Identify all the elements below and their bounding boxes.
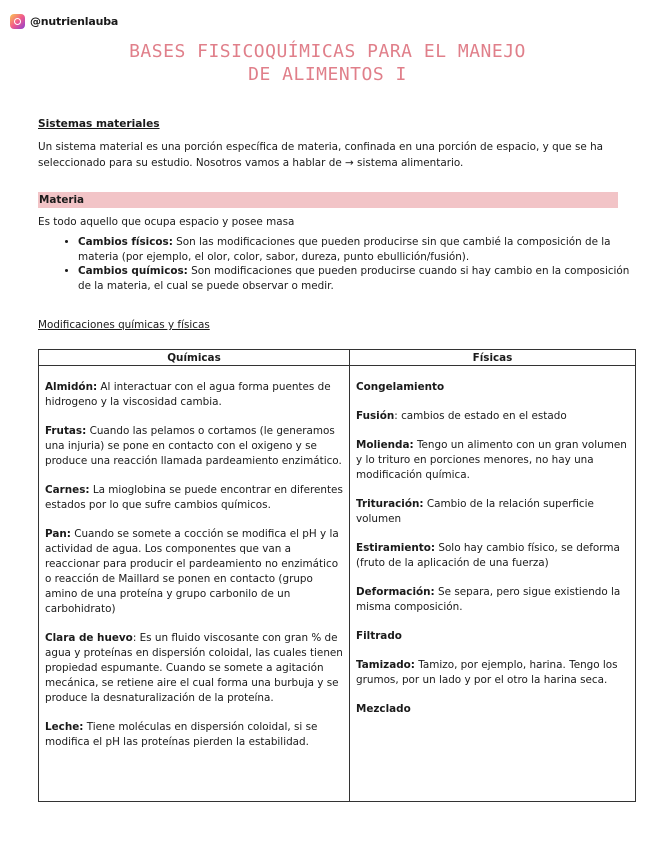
entry-term: Trituración:	[356, 498, 424, 510]
fisica-entry	[356, 409, 629, 424]
fisica-entry	[356, 438, 629, 483]
quimica-entry	[45, 527, 343, 617]
entry-text: La mioglobina se puede encontrar en diferentes estados por lo que sufre cambios químicos.	[45, 484, 343, 511]
fisica-entry	[356, 629, 629, 644]
quimica-entry	[45, 424, 343, 469]
materia-bullet-list	[54, 235, 643, 293]
entry-term: Deformación:	[356, 586, 435, 598]
entry-term: Pan:	[45, 528, 71, 540]
entry-term: Molienda:	[356, 439, 414, 451]
entry-text: Cambio de la relación superficie volumen	[356, 498, 594, 525]
quimicas-cell	[39, 366, 350, 802]
entry-text: Solo hay cambio físico, se deforma (fruto de la aplicación de una fuerza)	[356, 542, 620, 569]
entry-text: Cuando se somete a cocción se modifica el pH y la actividad de agua. Los componentes que van a reaccionar para producir el pardeamiento no enzimático o reacción de Maillard se ponen en contacto (grupo amino de una proteína y grupo carbonilo de un carbohidrato)	[45, 528, 339, 615]
table-body-row	[39, 366, 636, 802]
fisica-entry	[356, 658, 629, 688]
header-quimicas: Químicas	[39, 350, 350, 366]
bullet-term: Cambios físicos:	[78, 236, 173, 248]
sistemas-heading: Sistemas materiales	[38, 118, 160, 130]
fisica-entry	[356, 380, 629, 395]
bullet-cambios-fisicos	[78, 235, 643, 264]
fisica-entry	[356, 541, 629, 571]
title-line-1: BASES FISICOQUÍMICAS PARA EL MANEJO	[129, 41, 526, 62]
entry-text: Se separa, pero sigue existiendo la misma composición.	[356, 586, 621, 613]
quimica-entry	[45, 483, 343, 513]
fisica-entry	[356, 702, 629, 717]
handle-text: @nutrienlauba	[30, 15, 119, 28]
entry-term: Filtrado	[356, 630, 402, 642]
entry-term: Estiramiento:	[356, 542, 436, 554]
page-title	[0, 40, 655, 86]
entry-text: : cambios de estado en el estado	[394, 410, 567, 422]
modificaciones-table	[38, 349, 636, 802]
modificaciones-heading: Modificaciones químicas y físicas	[38, 319, 210, 331]
entry-term: Clara de huevo	[45, 632, 133, 644]
entry-term: Carnes:	[45, 484, 90, 496]
entry-text: Cuando las pelamos o cortamos (le generamos una injuria) se pone en contacto con el oxigeno y se produce una reacción llamada pardeamiento enzimático.	[45, 425, 342, 467]
entry-text: Tamizo, por ejemplo, harina. Tengo los grumos, por un lado y por el otro la harina seca.	[356, 659, 618, 686]
entry-term: Congelamiento	[356, 381, 445, 393]
quimica-entry	[45, 631, 343, 706]
entry-text: : Es un fluido viscosante con gran % de agua y proteínas en dispersión coloidal, las cuales tienen propiedad espumante. Cuando se somete a agitación mecánica, se retiene aire el cual forma una burbuja y se produce la desnaturalización de la proteína.	[45, 632, 343, 704]
entry-term: Mezclado	[356, 703, 411, 715]
entry-text: Al interactuar con el agua forma puentes de hidrogeno y la viscosidad cambia.	[45, 381, 331, 408]
fisicas-cell	[350, 366, 636, 802]
entry-text: Tiene moléculas en dispersión coloidal, si se modifica el pH las proteínas pierden la estabilidad.	[45, 721, 318, 748]
entry-term: Frutas:	[45, 425, 87, 437]
entry-term: Leche:	[45, 721, 84, 733]
bullet-text: Son las modificaciones que pueden producirse sin que cambié la composición de la materia (por ejemplo, el olor, color, sabor, dureza, punto ebullición/fusión).	[78, 236, 611, 263]
fisica-entry	[356, 497, 629, 527]
entry-term: Almidón:	[45, 381, 98, 393]
fisica-entry	[356, 585, 629, 615]
quimica-entry	[45, 380, 343, 410]
title-line-2: DE ALIMENTOS I	[248, 64, 407, 85]
quimica-entry	[45, 720, 343, 750]
instagram-icon	[10, 14, 25, 29]
header-fisicas: Físicas	[350, 350, 636, 366]
materia-definition: Es todo aquello que ocupa espacio y posee masa	[38, 216, 295, 228]
instagram-handle	[10, 14, 118, 29]
bullet-text: Son modificaciones que pueden producirse cuando si hay cambio en la composición de la materia, el cual se puede observar o medir.	[78, 265, 630, 292]
sistemas-text: Un sistema material es una porción específica de materia, confinada en una porción de espacio, y que se ha seleccionado para su estudio. Nosotros vamos a hablar de → sistema alimentario.	[38, 141, 604, 169]
entry-text: Tengo un alimento con un gran volumen y lo trituro en porciones menores, no hay una modificación química.	[356, 439, 627, 481]
table-header-row	[39, 350, 636, 366]
entry-term: Fusión	[356, 410, 395, 422]
bullet-cambios-quimicos	[78, 264, 643, 293]
materia-heading: Materia	[38, 192, 618, 208]
bullet-term: Cambios químicos:	[78, 265, 188, 277]
entry-term: Tamizado:	[356, 659, 415, 671]
